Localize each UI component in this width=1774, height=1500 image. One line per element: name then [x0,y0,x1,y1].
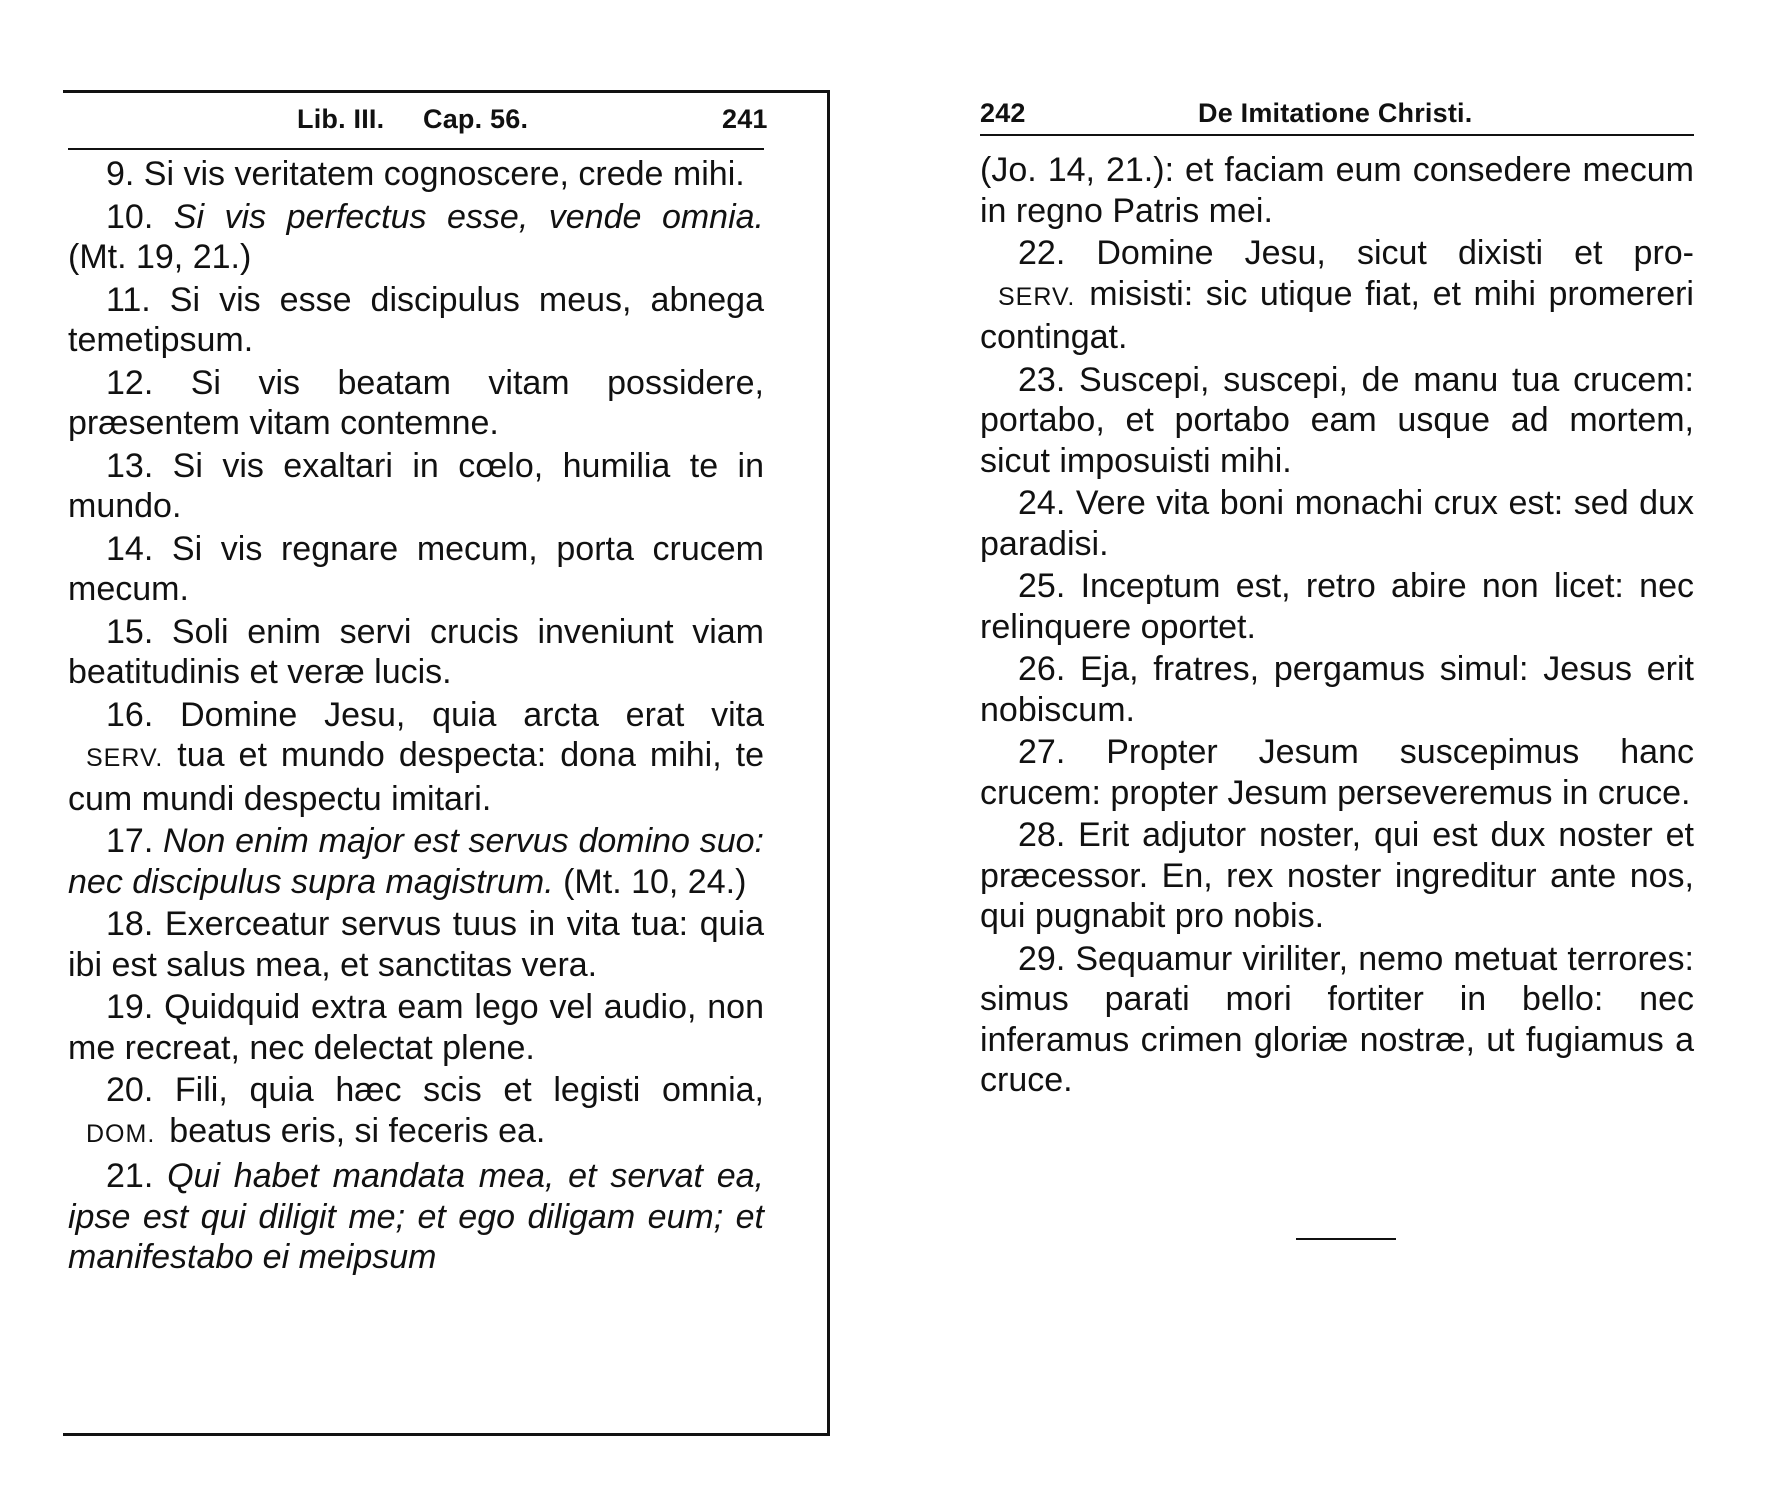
verse-13: 13. Si vis exaltari in cœlo, humilia te in mundo. [68,446,764,525]
verse-10 [68,197,764,278]
page-number: 242 [980,98,1026,128]
verse-22-continuation [980,274,1694,358]
chapter-label: Cap. 56. [423,104,529,134]
speaker-note-serv: SERV. [998,282,1076,311]
page-border-right [827,90,830,1436]
verse-18: 18. Exerceatur servus tuus in vita tua: quia ibi est salus mea, et sanctitas vera. [68,905,764,984]
verse-20-continuation [68,1111,764,1155]
right-text-block [980,150,1694,1103]
verse-21 [68,1156,764,1278]
bottom-rule [63,1433,830,1436]
verse-11: 11. Si vis esse discipulus meus, abnega temetipsum. [68,280,764,359]
verse-24: 24. Vere vita boni monachi crux est: sed dux paradisi. [980,484,1694,563]
verse-16-first-line: 16. Domine Jesu, quia arcta erat vita [106,695,764,734]
verse-16-continuation [68,735,764,819]
verse-10-quote: Si vis perfectus esse, vende omnia. [173,197,764,236]
verse-16-rest: tua et mundo despecta: dona mihi, te cum mundi despectu imitari. [68,736,764,818]
verse-27: 27. Propter Jesum suscepimus hanc crucem: propter Jesum perseveremus in cruce. [980,733,1694,812]
verse-20-first-line: 20. Fili, quia hæc scis et legisti omnia, [106,1071,764,1109]
verse-14: 14. Si vis regnare mecum, porta crucem mecum. [68,529,764,608]
verse-23: 23. Suscepi, suscepi, de manu tua crucem: portabo, et portabo eam usque ad mortem, sicut imposuisti mihi. [980,360,1694,480]
verse-22-rest: misisti: sic utique fiat, et mihi promereri contingat. [980,274,1694,356]
verse-25: 25. Inceptum est, retro abire non licet: nec relinquere oportet. [980,567,1694,646]
verse-22-first-line: 22. Domine Jesu, sicut dixisti et pro- [1018,234,1694,272]
verse-19: 19. Quidquid extra eam lego vel audio, non me recreat, nec delectat plene. [68,988,764,1067]
verse-20-rest: beatus eris, si feceris ea. [169,1111,546,1150]
running-header [980,84,1734,140]
speaker-note-serv: SERV. [86,744,164,772]
running-title: De Imitatione Christi. [1198,98,1473,128]
verse-9: 9. Si vis veritatem cognoscere, crede mihi. [106,155,745,193]
speaker-note-dom: DOM. [86,1119,156,1148]
verse-17 [68,821,764,902]
verse-26: 26. Eja, fratres, pergamus simul: Jesus erit nobiscum. [980,650,1694,729]
verse-21-number: 21. [106,1157,154,1195]
verse-28: 28. Erit adjutor noster, qui est dux noster et præcessor. En, rex noster ingreditur ante nos, qui pugnabit pro nobis. [980,816,1694,935]
book-label: Lib. III. [297,104,385,134]
running-header [68,90,822,146]
verse-15: 15. Soli enim servi crucis inveniunt viam beatitudinis et veræ lucis. [68,612,764,691]
verse-10-reference: (Mt. 19, 21.) [68,238,252,276]
verse-10-number: 10. [106,197,154,236]
page-number: 241 [722,104,768,134]
header-rule [980,134,1694,136]
left-text-block [68,154,764,1280]
verse-21-quote: Qui habet mandata mea, et servat ea, ipse est qui diligit me; et ego diligam eum; et manifestabo ei meipsum [68,1157,764,1276]
verse-17-number: 17. [106,822,154,860]
verse-21-continuation: (Jo. 14, 21.): et faciam eum consedere mecum in regno Patris mei. [980,151,1694,230]
verse-17-reference: (Mt. 10, 24.) [563,862,747,901]
chapter-end-rule [1296,1238,1396,1240]
verse-17-quote: Non enim major est servus domino suo: nec discipulus supra magistrum. [68,822,764,901]
verse-12: 12. Si vis beatam vitam possidere, præsentem vitam contemne. [68,363,764,442]
header-rule [68,148,764,150]
verse-29: 29. Sequamur viriliter, nemo metuat terrores: simus parati mori fortiter in bello: nec inferamus crimen gloriæ nostræ, ut fugiamus a cruce. [980,939,1694,1099]
